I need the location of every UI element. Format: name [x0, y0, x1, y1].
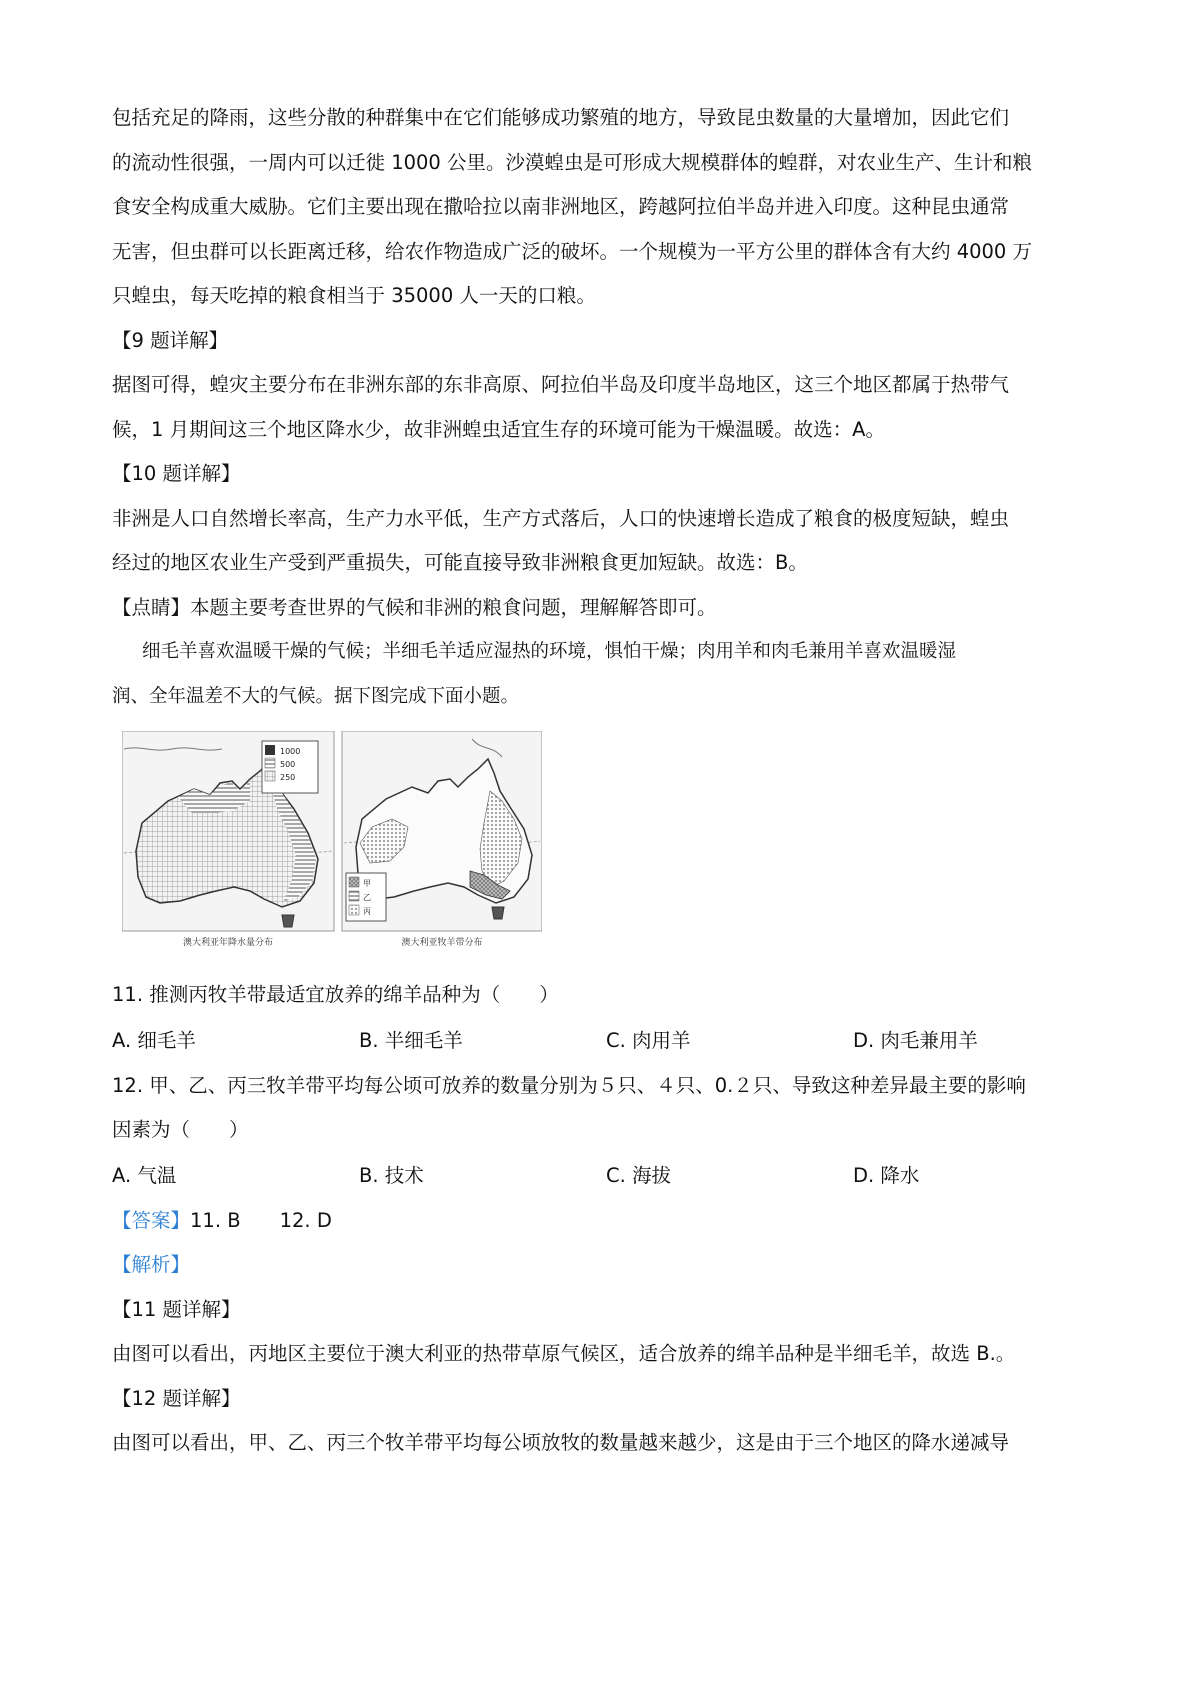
answer-label: 【答案】 [112, 1208, 191, 1232]
comment-note: 【点睛】本题主要考查世界的气候和非洲的粮食问题，理解解答即可。 [112, 595, 717, 619]
text-line: 只蝗虫，每天吃掉的粮食相当于 35000 人一天的口粮。 [112, 284, 596, 307]
intro-paragraph [112, 96, 1100, 319]
text-line: 包括充足的降雨，这些分散的种群集中在它们能够成功繁殖的地方，导致昆虫数量的大量增加，因此它们 [112, 106, 1010, 129]
option-c: C. 海拔 [606, 1163, 672, 1187]
q12-question: 12. 甲、乙、丙三牧羊带平均每公顷可放养的数量分别为５只、４只、0.２只、导致这种差异最主要的影响 [112, 1073, 1026, 1097]
q11-options [112, 1018, 1100, 1064]
text-line: 的流动性很强，一周内可以迁徙 1000 公里。沙漠蝗虫是可形成大规模群体的蝗群，对农业生产、生计和粮 [112, 150, 1033, 174]
text-line: 经过的地区农业生产受到严重损失，可能直接导致非洲粮食更加短缺。故选：B。 [112, 551, 808, 574]
option-d: D. 肉毛兼用羊 [853, 1028, 978, 1052]
option-b: B. 技术 [359, 1163, 424, 1187]
text-line: 据图可得，蝗灾主要分布在非洲东部的东非高原、阿拉伯半岛及印度半岛地区，这三个地区都属于热带气 [112, 373, 1010, 396]
rainfall-map-caption: 澳大利亚年降水量分布 [182, 938, 274, 947]
option-d: D. 降水 [853, 1163, 920, 1187]
q12-detail-header: 【12 题详解】 [112, 1386, 241, 1410]
option-b: B. 半细毛羊 [359, 1028, 463, 1052]
text-line: 无害，但虫群可以长距离迁移，给农作物造成广泛的破坏。一个规模为一平方公里的群体含有大约 4000 万 [112, 239, 1033, 263]
text-line: 食安全构成重大威胁。它们主要出现在撒哈拉以南非洲地区，跨越阿拉伯半岛并进入印度。这种昆虫通常 [112, 195, 1010, 218]
australia-maps-figure [122, 731, 542, 947]
q12-question: 因素为（ ） [112, 1118, 249, 1141]
sheep-legend-label: 甲 [363, 879, 371, 888]
sheep-legend-label: 丙 [363, 907, 371, 916]
rainfall-map [122, 731, 334, 947]
answer-line [112, 1199, 1100, 1244]
rain-legend-label: 250 [280, 773, 296, 782]
analysis-label: 【解析】 [112, 1253, 191, 1276]
sheep-map-caption: 澳大利亚牧羊带分布 [401, 938, 483, 947]
text-line: 由图可以看出，甲、乙、丙三个牧羊带平均每公顷放牧的数量越来越少，这是由于三个地区的降水递减导 [112, 1431, 1010, 1454]
q10-detail-header: 【10 题详解】 [112, 462, 241, 485]
q11-question: 11. 推测丙牧羊带最适宜放养的绵羊品种为（ ） [112, 983, 559, 1006]
q9-detail-header: 【9 题详解】 [112, 328, 229, 352]
figure-area [112, 719, 1100, 973]
text-line: 候，1 月期间这三个地区降水少，故非洲蝗虫适宜生存的环境可能为干燥温暖。故选：A。 [112, 417, 885, 441]
sheep-legend-label: 乙 [363, 893, 371, 902]
answer-text: 11. B 12. D [190, 1208, 332, 1232]
question-stem: 细毛羊喜欢温暖干燥的气候；半细毛羊适应湿热的环境，惧怕干燥；肉用羊和肉毛兼用羊喜欢温暖湿 [142, 641, 957, 662]
text-line: 非洲是人口自然增长率高，生产力水平低，生产方式落后，人口的快速增长造成了粮食的极度短缺，蝗虫 [112, 506, 1010, 530]
q11-detail-header: 【11 题详解】 [112, 1297, 241, 1321]
q12-options [112, 1153, 1100, 1199]
option-a: A. 气温 [112, 1163, 177, 1187]
rain-legend-label: 1000 [280, 747, 301, 756]
option-c: C. 肉用羊 [606, 1028, 691, 1052]
question-stem: 润、全年温差不大的气候。据下图完成下面小题。 [112, 685, 520, 707]
text-line: 由图可以看出，丙地区主要位于澳大利亚的热带草原气候区，适合放养的绵羊品种是半细毛羊，故选 B.。 [112, 1342, 1016, 1365]
sheep-belt-map [342, 731, 542, 947]
option-a: A. 细毛羊 [112, 1028, 196, 1052]
rain-legend-label: 500 [280, 760, 296, 769]
main-content [112, 96, 1100, 1466]
